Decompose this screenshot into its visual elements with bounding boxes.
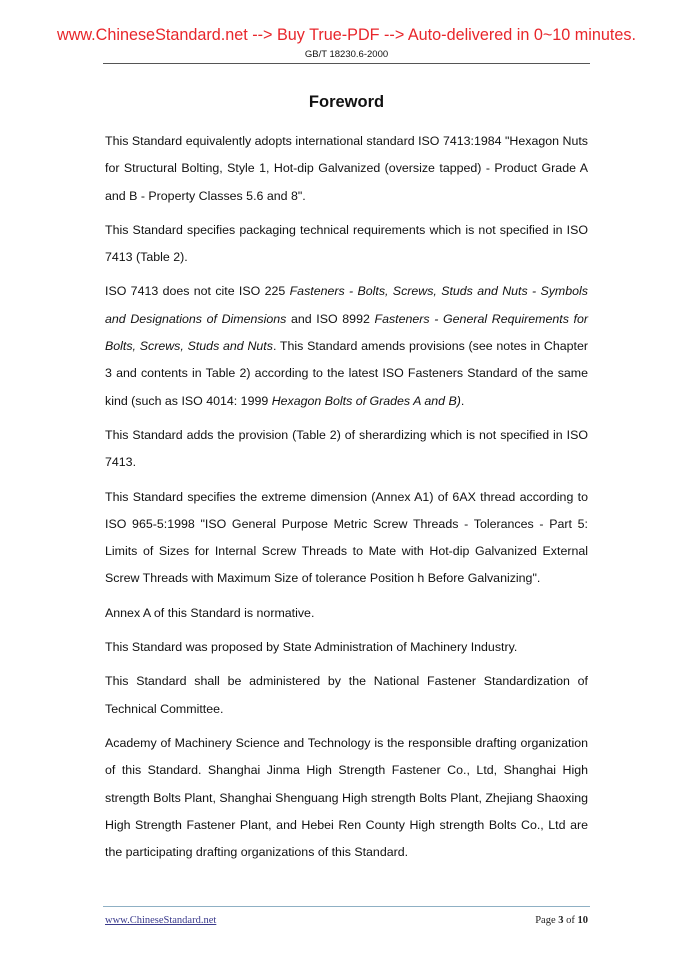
text-segment: . bbox=[460, 393, 465, 408]
page-total: 10 bbox=[577, 915, 588, 926]
paragraph bbox=[105, 634, 588, 661]
paragraph bbox=[105, 668, 588, 723]
paragraph bbox=[105, 730, 588, 866]
page-prefix: Page bbox=[535, 915, 559, 926]
italic-citation: Hexagon Bolts of Grades A and B) bbox=[271, 393, 461, 408]
text-segment: Academy of Machinery Science and Technology is the responsible drafting organization of this Standard. Shanghai Jinma High Strength Fastener Co., Ltd, Shanghai High strength Bolts Plant, Shanghai Shenguang High strength Bolts Plant, Zhejiang Shaoxing High Strength Fastener Plant, and Hebei Ren County High strength Bolts Co., Ltd are the participating drafting organizations of this Standard. bbox=[105, 735, 588, 860]
text-segment: and ISO 8992 bbox=[286, 311, 375, 326]
paragraph bbox=[105, 422, 588, 477]
paragraph bbox=[105, 278, 588, 414]
page-title: Foreword bbox=[308, 93, 385, 111]
text-segment: . This Standard amends provisions (see notes in Chapter 3 and contents in Table 2) according to the latest ISO Fasteners Standard of the same kind (such as ISO 4014: 1999 bbox=[105, 339, 588, 408]
page-current: 3 bbox=[558, 915, 564, 926]
italic-citation: Fasteners - Bolts, Screws, Studs and Nuts - Symbols and Designations of Dimensions bbox=[105, 284, 588, 326]
paragraph bbox=[105, 600, 588, 627]
text-segment: ISO 7413 does not cite ISO 225 bbox=[105, 284, 290, 299]
paragraph bbox=[105, 217, 588, 272]
text-segment: This Standard adds the provision (Table 2) of sherardizing which is not specified in ISO 7413. bbox=[105, 427, 588, 470]
paragraph bbox=[105, 484, 588, 593]
text-segment: This Standard shall be administered by the National Fastener Standardization of Technical Committee. bbox=[105, 674, 588, 716]
text-segment: This Standard specifies the extreme dimension (Annex A1) of 6AX thread according to ISO 965-5:1998 "ISO General Purpose Metric Screw Threads - Tolerances - Part 5: Limits of Sizes for Internal Screw Threads to Mate with Hot-dip Galvanized External Screw Threads with Maximum Size of tolerance Position h Before Galvanizing". bbox=[105, 489, 588, 586]
header-divider bbox=[103, 63, 590, 64]
text-segment: This Standard equivalently adopts international standard ISO 7413:1984 "Hexagon Nuts for Structural Bolting, Style 1, Hot-dip Galvanized (oversize tapped) - Product Grade A and B - Property Classes 5.6 and 8". bbox=[105, 134, 588, 203]
page-number bbox=[535, 915, 588, 926]
footer-website-link[interactable]: www.ChineseStandard.net bbox=[105, 915, 217, 926]
page-footer bbox=[105, 915, 588, 926]
foreword-body bbox=[105, 128, 588, 873]
document-code: GB/T 18230.6-2000 bbox=[304, 49, 389, 60]
paragraph bbox=[105, 128, 588, 210]
page-separator: of bbox=[563, 915, 578, 926]
text-segment: Annex A of this Standard is normative. bbox=[105, 605, 315, 620]
footer-divider bbox=[103, 906, 590, 907]
text-segment: This Standard specifies packaging technical requirements which is not specified in ISO 7413 (Table 2). bbox=[105, 222, 588, 265]
italic-citation: Fasteners - General Requirements for Bolts, Screws, Studs and Nuts bbox=[105, 311, 589, 354]
text-segment: This Standard was proposed by State Administration of Machinery Industry. bbox=[105, 640, 518, 655]
promo-banner[interactable]: www.ChineseStandard.net --> Buy True-PDF --> Auto-delivered in 0~10 minutes. bbox=[57, 26, 636, 44]
